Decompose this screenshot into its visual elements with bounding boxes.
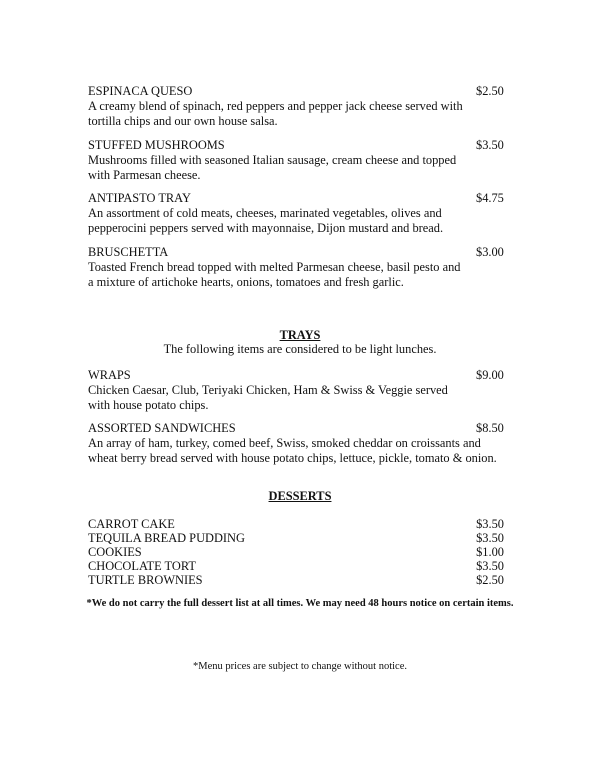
item-price: $9.00 [476, 368, 504, 382]
dessert-availability-note: *We do not carry the full dessert list at all times. We may need 48 hours notice on certain items. [86, 598, 514, 609]
item-description: A creamy blend of spinach, red peppers and pepper jack cheese served with tortilla chips and our own house salsa. [88, 99, 463, 128]
dessert-row [88, 545, 504, 559]
item-price: $3.50 [476, 138, 504, 152]
item-price: $3.00 [476, 245, 504, 259]
dessert-price: $1.00 [476, 545, 504, 559]
item-price: $2.50 [476, 84, 504, 98]
item-description: Chicken Caesar, Club, Teriyaki Chicken, Ham & Swiss & Veggie served with house potato chips. [88, 383, 448, 412]
dessert-name: CARROT CAKE [88, 517, 175, 531]
item-description: An array of ham, turkey, comed beef, Swiss, smoked cheddar on croissants and wheat berry bread served with house potato chips, lettuce, pickle, tomato & onion. [88, 436, 497, 465]
item-description: Mushrooms filled with seasoned Italian sausage, cream cheese and topped with Parmesan cheese. [88, 153, 457, 182]
menu-item-stuffed-mushrooms [88, 138, 504, 183]
dessert-row [88, 573, 504, 587]
dessert-row [88, 517, 504, 531]
dessert-price: $3.50 [476, 531, 504, 545]
item-price: $4.75 [476, 191, 504, 205]
item-name: STUFFED MUSHROOMS [88, 138, 225, 152]
item-name: ESPINACA QUESO [88, 84, 193, 98]
trays-subtitle: The following items are considered to be light lunches. [163, 342, 437, 356]
dessert-row [88, 559, 504, 573]
section-heading-desserts: DESSERTS [268, 489, 332, 503]
item-price: $8.50 [476, 421, 504, 435]
dessert-price: $2.50 [476, 573, 504, 587]
menu-item-assorted-sandwiches [88, 421, 504, 466]
dessert-list [88, 517, 504, 587]
dessert-price: $3.50 [476, 559, 504, 573]
menu-item-wraps [88, 368, 504, 413]
dessert-price: $3.50 [476, 517, 504, 531]
section-heading-trays: TRAYS [279, 328, 321, 342]
price-disclaimer: *Menu prices are subject to change without notice. [192, 661, 407, 672]
dessert-name: COOKIES [88, 545, 142, 559]
item-name: ASSORTED SANDWICHES [88, 421, 236, 435]
dessert-name: TEQUILA BREAD PUDDING [88, 531, 245, 545]
item-name: ANTIPASTO TRAY [88, 191, 191, 205]
item-description: An assortment of cold meats, cheeses, marinated vegetables, olives and pepperocini peppers served with mayonnaise, Dijon mustard and bread. [88, 206, 444, 235]
item-name: BRUSCHETTA [88, 245, 169, 259]
dessert-name: TURTLE BROWNIES [88, 573, 203, 587]
dessert-name: CHOCOLATE TORT [88, 559, 196, 573]
dessert-row [88, 531, 504, 545]
item-description: Toasted French bread topped with melted Parmesan cheese, basil pesto and a mixture of artichoke hearts, onions, tomatoes and fresh garlic. [88, 260, 461, 289]
menu-item-antipasto-tray [88, 191, 504, 236]
item-name: WRAPS [88, 368, 131, 382]
menu-item-bruschetta [88, 245, 504, 290]
menu-item-espinaca-queso [88, 84, 504, 129]
